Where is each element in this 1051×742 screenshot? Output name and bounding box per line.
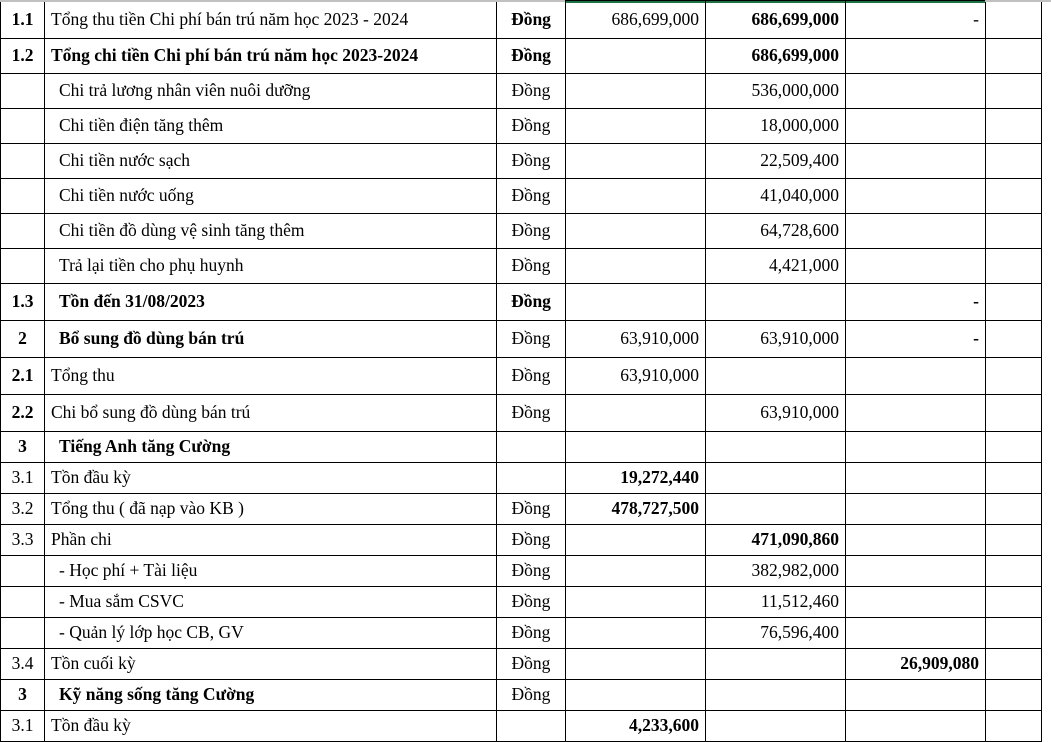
cell-n4[interactable] bbox=[986, 39, 1042, 74]
cell-n2[interactable] bbox=[706, 432, 846, 463]
cell-stt[interactable]: 3.4 bbox=[1, 649, 45, 680]
cell-n2[interactable]: 41,040,000 bbox=[706, 179, 846, 214]
top-gridline-left bbox=[0, 0, 565, 2]
cell-n4[interactable] bbox=[986, 74, 1042, 109]
cell-name[interactable]: Tổng thu bbox=[45, 358, 497, 395]
cell-name[interactable]: Chi tiền nước sạch bbox=[45, 144, 497, 179]
cell-unit[interactable]: Đồng bbox=[497, 321, 566, 358]
cell-n4[interactable] bbox=[986, 144, 1042, 179]
cell-stt[interactable]: 2.2 bbox=[1, 395, 45, 432]
cell-n1[interactable] bbox=[566, 587, 706, 618]
cell-n2[interactable]: 63,910,000 bbox=[706, 321, 846, 358]
cell-n2[interactable]: 471,090,860 bbox=[706, 525, 846, 556]
cell-n4[interactable] bbox=[986, 463, 1042, 494]
cell-stt[interactable] bbox=[1, 144, 45, 179]
cell-n1[interactable] bbox=[566, 144, 706, 179]
table-row[interactable] bbox=[1, 463, 1042, 494]
cell-unit[interactable]: Đồng bbox=[497, 649, 566, 680]
cell-n3[interactable] bbox=[846, 618, 986, 649]
cell-n2[interactable] bbox=[706, 649, 846, 680]
cell-n1[interactable] bbox=[566, 618, 706, 649]
cell-n2[interactable] bbox=[706, 284, 846, 321]
cell-n4[interactable] bbox=[986, 395, 1042, 432]
cell-n4[interactable] bbox=[986, 494, 1042, 525]
cell-unit[interactable]: Đồng bbox=[497, 74, 566, 109]
cell-stt[interactable] bbox=[1, 587, 45, 618]
cell-n3[interactable] bbox=[846, 358, 986, 395]
cell-name[interactable]: - Quản lý lớp học CB, GV bbox=[45, 618, 497, 649]
cell-n1[interactable]: 478,727,500 bbox=[566, 494, 706, 525]
table-row[interactable] bbox=[1, 284, 1042, 321]
cell-n2[interactable]: 686,699,000 bbox=[706, 1, 846, 39]
cell-stt[interactable]: 1.3 bbox=[1, 284, 45, 321]
cell-unit[interactable]: Đồng bbox=[497, 179, 566, 214]
cell-name[interactable]: Chi tiền nước uống bbox=[45, 179, 497, 214]
table-row[interactable] bbox=[1, 1, 1042, 39]
cell-n3[interactable] bbox=[846, 494, 986, 525]
cell-stt[interactable]: 3.2 bbox=[1, 494, 45, 525]
cell-n2[interactable]: 63,910,000 bbox=[706, 395, 846, 432]
cell-unit[interactable]: Đồng bbox=[497, 358, 566, 395]
cell-stt[interactable]: 1.1 bbox=[1, 1, 45, 39]
cell-n4[interactable] bbox=[986, 680, 1042, 711]
table-body bbox=[1, 1, 1042, 742]
cell-n1[interactable] bbox=[566, 249, 706, 284]
cell-n1[interactable] bbox=[566, 395, 706, 432]
cell-name[interactable]: Chi tiền điện tăng thêm bbox=[45, 109, 497, 144]
cell-n4[interactable] bbox=[986, 1, 1042, 39]
cell-unit[interactable]: Đồng bbox=[497, 39, 566, 74]
cell-n3[interactable] bbox=[846, 525, 986, 556]
cell-name[interactable]: - Mua sắm CSVC bbox=[45, 587, 497, 618]
cell-unit[interactable]: Đồng bbox=[497, 284, 566, 321]
cell-n4[interactable] bbox=[986, 109, 1042, 144]
table-row[interactable] bbox=[1, 494, 1042, 525]
cell-n4[interactable] bbox=[986, 525, 1042, 556]
cell-n2[interactable] bbox=[706, 494, 846, 525]
cell-n2[interactable]: 64,728,600 bbox=[706, 214, 846, 249]
cell-unit[interactable]: Đồng bbox=[497, 680, 566, 711]
cell-n3[interactable] bbox=[846, 587, 986, 618]
cell-name[interactable]: Bổ sung đồ dùng bán trú bbox=[45, 321, 497, 358]
cell-n1[interactable] bbox=[566, 39, 706, 74]
cell-n2[interactable] bbox=[706, 680, 846, 711]
cell-n4[interactable] bbox=[986, 711, 1042, 742]
cell-stt[interactable] bbox=[1, 109, 45, 144]
cell-n2[interactable]: 22,509,400 bbox=[706, 144, 846, 179]
cell-n3[interactable] bbox=[846, 214, 986, 249]
cell-n2[interactable]: 76,596,400 bbox=[706, 618, 846, 649]
cell-n3[interactable]: - bbox=[846, 1, 986, 39]
cell-unit[interactable]: Đồng bbox=[497, 214, 566, 249]
cell-name[interactable]: - Học phí + Tài liệu bbox=[45, 556, 497, 587]
cell-n3[interactable]: - bbox=[846, 321, 986, 358]
cell-n2[interactable]: 11,512,460 bbox=[706, 587, 846, 618]
cell-n3[interactable] bbox=[846, 556, 986, 587]
table-row[interactable] bbox=[1, 395, 1042, 432]
cell-unit[interactable] bbox=[497, 711, 566, 742]
cell-stt[interactable]: 2 bbox=[1, 321, 45, 358]
table-row[interactable] bbox=[1, 711, 1042, 742]
cell-name[interactable]: Tổng thu tiền Chi phí bán trú năm học 2023 - 2024 bbox=[45, 1, 497, 39]
cell-unit[interactable]: Đồng bbox=[497, 556, 566, 587]
cell-unit[interactable]: Đồng bbox=[497, 395, 566, 432]
cell-stt[interactable]: 3 bbox=[1, 680, 45, 711]
table-row[interactable] bbox=[1, 525, 1042, 556]
table-row[interactable] bbox=[1, 618, 1042, 649]
cell-n3[interactable] bbox=[846, 74, 986, 109]
cell-n3[interactable] bbox=[846, 711, 986, 742]
cell-name[interactable]: Tổng chi tiền Chi phí bán trú năm học 2023-2024 bbox=[45, 39, 497, 74]
cell-n4[interactable] bbox=[986, 358, 1042, 395]
cell-name[interactable]: Chi trả lương nhân viên nuôi dưỡng bbox=[45, 74, 497, 109]
cell-n3[interactable] bbox=[846, 463, 986, 494]
table-row[interactable] bbox=[1, 214, 1042, 249]
cell-n1[interactable] bbox=[566, 649, 706, 680]
cell-n1[interactable] bbox=[566, 74, 706, 109]
cell-name[interactable]: Trả lại tiền cho phụ huynh bbox=[45, 249, 497, 284]
cell-unit[interactable] bbox=[497, 432, 566, 463]
cell-n2[interactable] bbox=[706, 711, 846, 742]
table-row[interactable] bbox=[1, 680, 1042, 711]
cell-unit[interactable]: Đồng bbox=[497, 525, 566, 556]
cell-n3[interactable] bbox=[846, 432, 986, 463]
cell-n3[interactable] bbox=[846, 109, 986, 144]
cell-stt[interactable]: 2.1 bbox=[1, 358, 45, 395]
cell-n1[interactable] bbox=[566, 214, 706, 249]
cell-n2[interactable] bbox=[706, 358, 846, 395]
cell-n4[interactable] bbox=[986, 432, 1042, 463]
cell-unit[interactable]: Đồng bbox=[497, 109, 566, 144]
cell-n3[interactable] bbox=[846, 395, 986, 432]
cell-stt[interactable]: 3.3 bbox=[1, 525, 45, 556]
table-row[interactable] bbox=[1, 39, 1042, 74]
table-row[interactable] bbox=[1, 109, 1042, 144]
cell-n4[interactable] bbox=[986, 556, 1042, 587]
cell-name[interactable]: Kỹ năng sống tăng Cường bbox=[45, 680, 497, 711]
cell-stt[interactable] bbox=[1, 74, 45, 109]
cell-stt[interactable]: 3.1 bbox=[1, 463, 45, 494]
cell-unit[interactable]: Đồng bbox=[497, 587, 566, 618]
table-row[interactable] bbox=[1, 432, 1042, 463]
cell-n4[interactable] bbox=[986, 214, 1042, 249]
cell-n4[interactable] bbox=[986, 179, 1042, 214]
table-row[interactable] bbox=[1, 144, 1042, 179]
cell-n2[interactable]: 536,000,000 bbox=[706, 74, 846, 109]
cell-n2[interactable]: 4,421,000 bbox=[706, 249, 846, 284]
cell-n1[interactable] bbox=[566, 680, 706, 711]
cell-name[interactable]: Tổng thu ( đã nạp vào KB ) bbox=[45, 494, 497, 525]
cell-n1[interactable]: 19,272,440 bbox=[566, 463, 706, 494]
cell-stt[interactable] bbox=[1, 556, 45, 587]
cell-stt[interactable] bbox=[1, 214, 45, 249]
cell-n3[interactable]: 26,909,080 bbox=[846, 649, 986, 680]
cell-n4[interactable] bbox=[986, 587, 1042, 618]
cell-n4[interactable] bbox=[986, 649, 1042, 680]
cell-stt[interactable] bbox=[1, 249, 45, 284]
table-row[interactable] bbox=[1, 649, 1042, 680]
cell-n2[interactable]: 382,982,000 bbox=[706, 556, 846, 587]
cell-n4[interactable] bbox=[986, 284, 1042, 321]
cell-unit[interactable] bbox=[497, 463, 566, 494]
table-row[interactable] bbox=[1, 74, 1042, 109]
cell-name[interactable]: Phần chi bbox=[45, 525, 497, 556]
cell-n3[interactable] bbox=[846, 249, 986, 284]
cell-n3[interactable]: - bbox=[846, 284, 986, 321]
table-row[interactable] bbox=[1, 556, 1042, 587]
cell-name[interactable]: Chi bổ sung đồ dùng bán trú bbox=[45, 395, 497, 432]
cell-n1[interactable]: 63,910,000 bbox=[566, 321, 706, 358]
cell-n3[interactable] bbox=[846, 680, 986, 711]
cell-stt[interactable] bbox=[1, 618, 45, 649]
cell-name[interactable]: Tồn đầu kỳ bbox=[45, 711, 497, 742]
cell-stt[interactable]: 1.2 bbox=[1, 39, 45, 74]
cell-n4[interactable] bbox=[986, 618, 1042, 649]
cell-n1[interactable]: 63,910,000 bbox=[566, 358, 706, 395]
table-row[interactable] bbox=[1, 358, 1042, 395]
cell-n1[interactable]: 686,699,000 bbox=[566, 1, 706, 39]
cell-name[interactable]: Chi tiền đồ dùng vệ sinh tăng thêm bbox=[45, 214, 497, 249]
cell-name[interactable]: Tồn đến 31/08/2023 bbox=[45, 284, 497, 321]
cell-n2[interactable]: 686,699,000 bbox=[706, 39, 846, 74]
cell-n3[interactable] bbox=[846, 144, 986, 179]
cell-n3[interactable] bbox=[846, 179, 986, 214]
cell-n2[interactable] bbox=[706, 463, 846, 494]
table-row[interactable] bbox=[1, 587, 1042, 618]
cell-stt[interactable] bbox=[1, 179, 45, 214]
cell-name[interactable]: Tồn cuối kỳ bbox=[45, 649, 497, 680]
table-row[interactable] bbox=[1, 179, 1042, 214]
table-row[interactable] bbox=[1, 249, 1042, 284]
cell-n1[interactable] bbox=[566, 284, 706, 321]
cell-n1[interactable] bbox=[566, 525, 706, 556]
cell-n3[interactable] bbox=[846, 39, 986, 74]
cell-n4[interactable] bbox=[986, 249, 1042, 284]
cell-unit[interactable]: Đồng bbox=[497, 249, 566, 284]
cell-n2[interactable]: 18,000,000 bbox=[706, 109, 846, 144]
cell-stt[interactable]: 3 bbox=[1, 432, 45, 463]
cell-n1[interactable] bbox=[566, 432, 706, 463]
cell-name[interactable]: Tồn đầu kỳ bbox=[45, 463, 497, 494]
table-row[interactable] bbox=[1, 321, 1042, 358]
cell-unit[interactable]: Đồng bbox=[497, 144, 566, 179]
cell-n1[interactable] bbox=[566, 109, 706, 144]
top-gridline-right bbox=[985, 0, 1051, 2]
cell-unit[interactable]: Đồng bbox=[497, 618, 566, 649]
cell-name[interactable]: Tiếng Anh tăng Cường bbox=[45, 432, 497, 463]
cell-n4[interactable] bbox=[986, 321, 1042, 358]
cell-unit[interactable]: Đồng bbox=[497, 494, 566, 525]
cell-n1[interactable] bbox=[566, 179, 706, 214]
cell-n1[interactable] bbox=[566, 556, 706, 587]
cell-n1[interactable]: 4,233,600 bbox=[566, 711, 706, 742]
cell-stt[interactable]: 3.1 bbox=[1, 711, 45, 742]
cell-unit[interactable]: Đồng bbox=[497, 1, 566, 39]
